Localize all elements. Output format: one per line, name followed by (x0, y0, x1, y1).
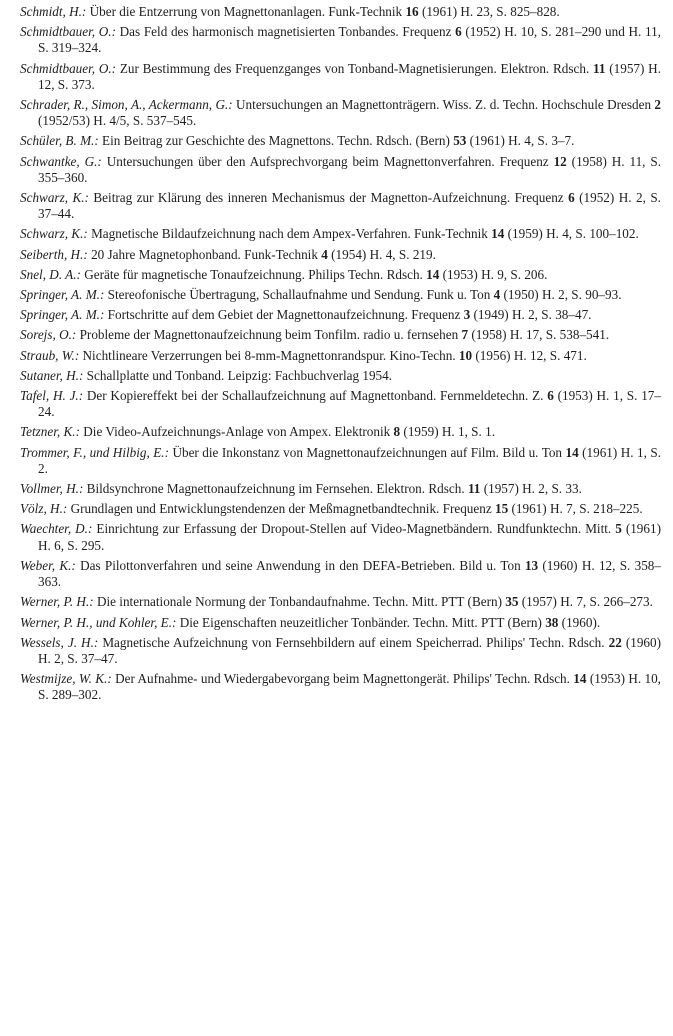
entry-volume: 5 (615, 521, 622, 537)
entry-author: Werner, P. H.: (20, 594, 94, 610)
entry-volume: 10 (458, 347, 473, 363)
entry-details: (1960) H. 2, S. 37–47. (38, 634, 661, 666)
entry-details: (1953) H. 10, S. 289–302. (38, 671, 661, 703)
entry-details: (1954) H. 4, S. 219. (327, 246, 436, 262)
entry-details: (1949) H. 2, S. 38–47. (470, 307, 592, 323)
entry-details: (1961) H. 7, S. 218–225. (508, 501, 643, 517)
entry-title: Untersuchungen an Magnettonträgern. Wiss. Z. d. Techn. Hochschule Dresden (232, 97, 655, 113)
bibliography-entry (20, 133, 661, 149)
bibliography-entry (20, 61, 661, 93)
bibliography-entry (20, 635, 661, 667)
bibliography-entry (20, 190, 661, 222)
entry-volume: 35 (505, 594, 519, 610)
entry-author: Snel, D. A.: (20, 266, 81, 282)
entry-title: Die internationale Normung der Tonbandaufnahme. Techn. Mitt. PTT (Bern) (93, 594, 506, 610)
entry-details: (1952) H. 10, S. 281–290 und H. 11, S. 319–324. (38, 24, 661, 56)
entry-details: (1958) H. 17, S. 538–541. (468, 327, 610, 343)
entry-volume: 2 (654, 97, 662, 113)
entry-details: (1961) H. 23, S. 825–828. (418, 4, 560, 19)
entry-volume: 12 (553, 153, 567, 169)
entry-title: Das Pilottonverfahren und seine Anwendung in den DEFA-Betrieben. Bild u. Ton (75, 557, 525, 573)
entry-volume: 7 (461, 327, 469, 343)
entry-title: Der Kopiereffekt bei der Schallaufzeichnung auf Magnettonband. Fernmeldetechn. Z. (83, 388, 548, 404)
bibliography-entry (20, 594, 661, 610)
entry-details: (1959) H. 4, S. 100–102. (504, 226, 639, 242)
entry-volume: 38 (545, 614, 559, 630)
entry-volume: 4 (321, 246, 328, 262)
entry-author: Schmidtbauer, O.: (20, 24, 116, 40)
entry-details: (1958) H. 11, S. 355–360. (38, 153, 662, 185)
entry-author: Schmidt, H.: (20, 4, 87, 19)
entry-author: Schüler, B. M.: (20, 133, 99, 149)
entry-author: Tetzner, K.: (20, 424, 80, 440)
entry-volume: 22 (608, 634, 622, 650)
entry-author: Tafel, H. J.: (20, 388, 84, 404)
entry-title: 20 Jahre Magnetophonband. Funk-Technik (87, 246, 322, 262)
bibliography-list (20, 4, 661, 704)
entry-author: Weber, K.: (20, 557, 76, 573)
entry-author: Werner, P. H., und Kohler, E.: (20, 614, 177, 630)
entry-author: Schwarz, K.: (20, 190, 89, 206)
entry-volume: 6 (455, 24, 462, 40)
bibliography-entry (20, 481, 661, 497)
bibliography-entry (20, 671, 661, 703)
entry-title: Die Eigenschaften neuzeitlicher Tonbänder. Techn. Mitt. PTT (Bern) (176, 614, 546, 630)
bibliography-entry (20, 368, 661, 384)
entry-title: Probleme der Magnettonaufzeichnung beim Tonfilm. radio u. fernsehen (76, 327, 462, 343)
entry-details: (1961) H. 6, S. 295. (38, 521, 661, 553)
entry-volume: 13 (524, 557, 539, 573)
entry-details: (1956) H. 12, S. 471. (472, 347, 587, 363)
entry-details: (1961) H. 4, S. 3–7. (466, 133, 575, 149)
entry-volume: 6 (547, 388, 554, 404)
entry-author: Sutaner, H.: (20, 367, 84, 383)
entry-author: Trommer, F., und Hilbig, E.: (20, 444, 169, 460)
entry-volume: 14 (491, 226, 505, 242)
bibliography-entry (20, 348, 661, 364)
entry-volume: 16 (405, 4, 419, 19)
bibliography-entry (20, 501, 661, 517)
entry-author: Westmijze, W. K.: (20, 671, 112, 687)
bibliography-entry (20, 307, 661, 323)
bibliography-entry (20, 327, 661, 343)
entry-title: Bildsynchrone Magnettonaufzeichnung im Fernsehen. Elektron. Rdsch. (83, 481, 468, 497)
entry-title: Beitrag zur Klärung des inneren Mechanismus der Magnetton-Aufzeichnung. Frequenz (88, 190, 569, 206)
entry-volume: 4 (493, 287, 501, 303)
bibliography-entry (20, 267, 661, 283)
bibliography-entry (20, 445, 661, 477)
entry-volume: 53 (453, 133, 467, 149)
entry-title: Nichtlineare Verzerrungen bei 8-mm-Magnettonrandspur. Kino-Techn. (79, 347, 459, 363)
entry-details: (1953) H. 9, S. 206. (439, 266, 548, 282)
entry-title: Magnetische Aufzeichnung von Fernsehbildern auf einem Speicherrad. Philips' Techn. Rdsch. (98, 634, 609, 650)
entry-volume: 6 (568, 190, 575, 206)
entry-author: Völz, H.: (20, 501, 68, 517)
entry-title: Über die Entzerrung von Magnettonanlagen. Funk-Technik (86, 4, 406, 19)
entry-author: Schmidtbauer, O.: (20, 60, 117, 76)
bibliography-entry (20, 247, 661, 263)
entry-title: Die Video-Aufzeichnungs-Anlage von Ampex. Elektronik (79, 424, 394, 440)
entry-details: (1957) H. 7, S. 266–273. (518, 594, 653, 610)
entry-volume: 14 (426, 266, 440, 282)
entry-title: Einrichtung zur Erfassung der Dropout-Stellen auf Video-Magnetbändern. Rundfunktechn. Mitt. (92, 521, 616, 537)
entry-title: Fortschritte auf dem Gebiet der Magnettonaufzeichnung. Frequenz (104, 307, 464, 323)
entry-author: Seiberth, H.: (20, 246, 88, 262)
bibliography-entry (20, 97, 661, 129)
entry-volume: 14 (565, 444, 579, 460)
entry-author: Schwarz, K.: (20, 226, 88, 242)
entry-author: Wessels, J. H.: (20, 634, 99, 650)
entry-title: Der Aufnahme- und Wiedergabevorgang beim Magnettongerät. Philips' Techn. Rdsch. (111, 671, 574, 687)
entry-title: Schallplatte und Tonband. Leipzig: Fachbuchverlag 1954. (83, 367, 393, 383)
entry-details: (1959) H. 1, S. 1. (400, 424, 496, 440)
bibliography-entry (20, 24, 661, 56)
entry-details: (1952) H. 2, S. 37–44. (38, 190, 661, 222)
entry-details: (1953) H. 1, S. 17–24. (38, 388, 661, 420)
entry-title: Über die Inkonstanz von Magnettonaufzeichnungen auf Film. Bild u. Ton (169, 444, 566, 460)
entry-author: Sorejs, O.: (20, 327, 77, 343)
bibliography-entry (20, 287, 661, 303)
bibliography-entry (20, 521, 661, 553)
entry-volume: 11 (593, 60, 606, 76)
bibliography-entry (20, 615, 661, 631)
bibliography-entry (20, 424, 661, 440)
entry-details: (1960). (558, 614, 601, 630)
entry-author: Springer, A. M.: (20, 287, 105, 303)
entry-details: (1961) H. 1, S. 2. (38, 444, 661, 476)
entry-author: Schrader, R., Simon, A., Ackermann, G.: (20, 97, 233, 113)
bibliography-entry (20, 154, 661, 186)
entry-author: Waechter, D.: (20, 521, 93, 537)
bibliography-entry (20, 558, 661, 590)
entry-author: Straub, W.: (20, 347, 80, 363)
entry-author: Vollmer, H.: (20, 481, 84, 497)
entry-title: Magnetische Bildaufzeichnung nach dem Ampex-Verfahren. Funk-Technik (87, 226, 492, 242)
entry-details: (1957) H. 2, S. 33. (480, 481, 582, 497)
bibliography-entry (20, 226, 661, 242)
entry-details: (1952/53) H. 4/5, S. 537–545. (38, 113, 197, 129)
entry-volume: 3 (463, 307, 471, 323)
entry-volume: 14 (573, 671, 587, 687)
entry-details: (1960) H. 12, S. 358–363. (38, 557, 661, 590)
entry-title: Stereofonische Übertragung, Schallaufnahme und Sendung. Funk u. Ton (104, 287, 494, 303)
entry-volume: 8 (393, 424, 401, 440)
entry-title: Untersuchungen über den Aufsprechvorgang beim Magnettonverfahren. Frequenz (101, 153, 554, 169)
entry-volume: 11 (467, 481, 481, 497)
entry-details: (1957) H. 12, S. 373. (38, 60, 661, 92)
entry-title: Das Feld des harmonisch magnetisierten Tonbandes. Frequenz (115, 24, 456, 40)
bibliography-entry (20, 4, 661, 20)
entry-title: Zur Bestimmung des Frequenzganges von Tonband-Magnetisierungen. Elektron. Rdsch. (116, 60, 594, 76)
entry-details: (1950) H. 2, S. 90–93. (500, 287, 622, 303)
entry-title: Geräte für magnetische Tonaufzeichnung. Philips Techn. Rdsch. (80, 266, 427, 282)
entry-title: Ein Beitrag zur Geschichte des Magnettons. Techn. Rdsch. (Bern) (98, 133, 454, 149)
entry-volume: 15 (495, 501, 509, 517)
entry-title: Grundlagen und Entwicklungstendenzen der Meßmagnetbandtechnik. Frequenz (67, 501, 495, 517)
entry-author: Springer, A. M.: (20, 307, 105, 323)
bibliography-entry (20, 388, 661, 420)
entry-author: Schwantke, G.: (20, 153, 102, 169)
